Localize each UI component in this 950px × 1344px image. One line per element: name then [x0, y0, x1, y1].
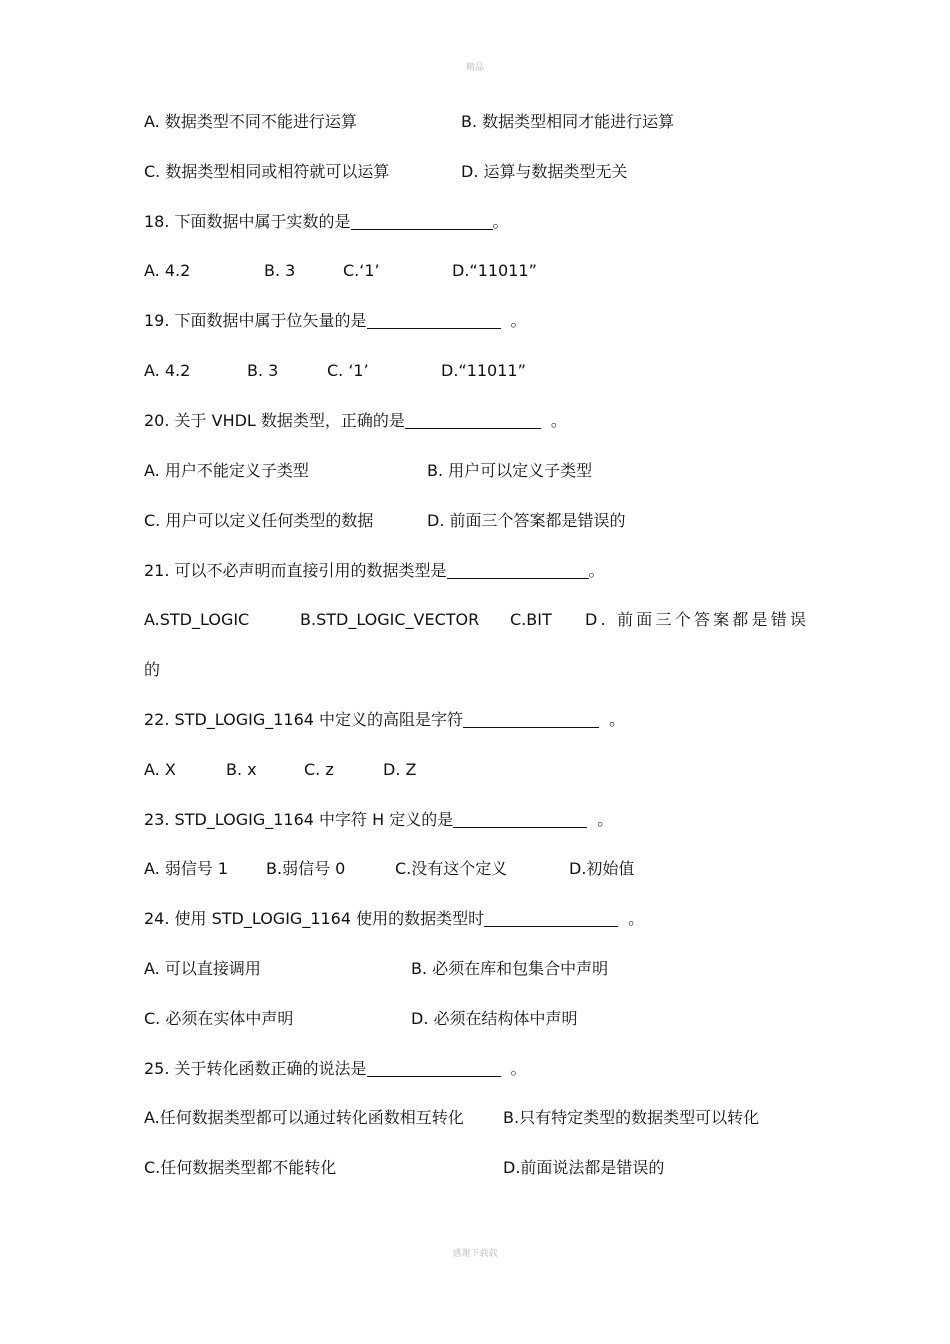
q24-option-d: D. 必须在结构体中声明	[411, 1009, 578, 1028]
q25-option-b: B.只有特定类型的数据类型可以转化	[503, 1108, 760, 1127]
q25-option-d: D.前面说法都是错误的	[503, 1158, 665, 1177]
question-20	[144, 407, 567, 435]
answer-blank	[453, 809, 587, 828]
question-18-end: 。	[492, 212, 509, 231]
question-25-end: 。	[510, 1059, 527, 1078]
q25-option-a: A.任何数据类型都可以通过转化函数相互转化	[144, 1108, 464, 1127]
question-22	[144, 706, 625, 734]
question-22-text: 22. STD_LOGIG_1164 中定义的高阻是字符	[144, 710, 464, 729]
q23-option-b: B.弱信号 0	[266, 859, 346, 878]
q17-option-d: D. 运算与数据类型无关	[461, 162, 628, 181]
q23-option-c: C.没有这个定义	[395, 859, 508, 878]
answer-blank	[405, 410, 541, 429]
question-23-end: 。	[597, 810, 614, 829]
q21-option-d-wrap: 的	[144, 660, 161, 679]
question-22-end: 。	[609, 710, 626, 729]
question-20-end: 。	[550, 411, 567, 430]
q19-option-a: A. 4.2	[144, 361, 191, 380]
question-20-text: 20. 关于 VHDL 数据类型，正确的是	[144, 411, 405, 430]
q20-option-c: C. 用户可以定义任何类型的数据	[144, 511, 374, 530]
q23-option-a: A. 弱信号 1	[144, 859, 229, 878]
question-24-text: 24. 使用 STD_LOGIG_1164 使用的数据类型时	[144, 909, 485, 928]
question-18	[144, 208, 509, 236]
q20-option-b: B. 用户可以定义子类型	[427, 461, 593, 480]
q18-option-b: B. 3	[264, 261, 296, 280]
question-19-text: 19. 下面数据中属于位矢量的是	[144, 311, 367, 330]
question-21	[144, 557, 605, 585]
q25-option-c: C.任何数据类型都不能转化	[144, 1158, 337, 1177]
q24-option-a: A. 可以直接调用	[144, 959, 261, 978]
q18-option-c: C.‘1’	[343, 261, 380, 280]
q18-option-d: D.“11011”	[452, 261, 537, 280]
q21-option-c: C.BIT	[510, 610, 552, 629]
q24-option-b: B. 必须在库和包集合中声明	[411, 959, 609, 978]
q17-option-b: B. 数据类型相同才能进行运算	[461, 112, 675, 131]
q17-option-c: C. 数据类型相同或相符就可以运算	[144, 162, 390, 181]
q22-option-d: D. Z	[383, 760, 417, 779]
page-header: 精品	[465, 63, 484, 73]
question-24	[144, 905, 644, 933]
question-19	[144, 307, 527, 335]
q17-option-a: A. 数据类型不同不能进行运算	[144, 112, 357, 131]
answer-blank	[367, 310, 501, 329]
q18-option-a: A. 4.2	[144, 261, 191, 280]
q20-option-d: D. 前面三个答案都是错误的	[427, 511, 626, 530]
question-21-end: 。	[588, 561, 605, 580]
question-21-text: 21. 可以不必声明而直接引用的数据类型是	[144, 561, 447, 580]
answer-blank	[463, 709, 599, 728]
question-25-text: 25. 关于转化函数正确的说法是	[144, 1059, 367, 1078]
q22-option-c: C. z	[304, 760, 334, 779]
q19-option-c: C. ‘1’	[327, 361, 369, 380]
question-24-end: 。	[628, 909, 645, 928]
q21-option-b: B.STD_LOGIC_VECTOR	[300, 610, 480, 629]
q21-option-a: A.STD_LOGIC	[144, 610, 250, 629]
question-25	[144, 1055, 527, 1083]
q20-option-a: A. 用户不能定义子类型	[144, 461, 309, 480]
q22-option-b: B. x	[226, 760, 257, 779]
answer-blank	[447, 560, 589, 579]
answer-blank	[484, 908, 618, 927]
page-footer: 感谢下载载	[452, 1249, 498, 1259]
q23-option-d: D.初始值	[569, 859, 635, 878]
answer-blank	[367, 1058, 501, 1077]
q19-option-d: D.“11011”	[441, 361, 526, 380]
q22-option-a: A. X	[144, 760, 176, 779]
question-18-text: 18. 下面数据中属于实数的是	[144, 212, 351, 231]
q21-option-d: D. 前面三个答案都是错误	[585, 610, 810, 629]
q24-option-c: C. 必须在实体中声明	[144, 1009, 294, 1028]
question-19-end: 。	[510, 311, 527, 330]
question-23-text: 23. STD_LOGIG_1164 中字符 H 定义的是	[144, 810, 454, 829]
answer-blank	[351, 211, 493, 230]
q19-option-b: B. 3	[247, 361, 279, 380]
question-23	[144, 806, 613, 834]
